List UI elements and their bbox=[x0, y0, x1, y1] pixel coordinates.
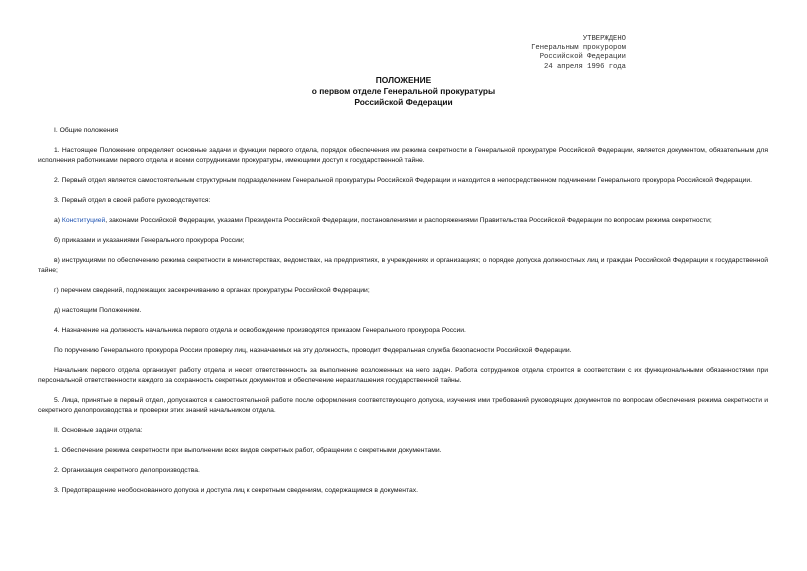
constitution-link[interactable]: Конституцией bbox=[61, 216, 106, 224]
document-title bbox=[0, 75, 807, 108]
paragraph-text: , законами Российской Федерации, указами Президента Российской Федерации, постановлениями и распоряжениями Правительства Российской Федерации по вопросам режима секретности; bbox=[105, 216, 712, 224]
paragraph: в) инструкциями по обеспечению режима секретности в министерствах, ведомствах, на предприятиях, в учреждениях и организациях; о порядке допуска должностных лиц и граждан Российской Федерации к государственной тайне; bbox=[38, 257, 768, 274]
paragraph: 1. Настоящее Положение определяет основные задачи и функции первого отдела, порядок обеспечения им режима секретности в Генеральной прокуратуре Российской Федерации, является документом, обязательным для исполнения работниками первого отдела и всеми сотрудниками прокуратуры, имеющими доступ к государственной тайне. bbox=[38, 147, 768, 164]
approval-date: 24 апреля 1996 года bbox=[544, 62, 626, 71]
paragraph: 1. Обеспечение режима секретности при выполнении всех видов секретных работ, обращении с секретными документами. bbox=[54, 446, 442, 454]
paragraph: 3. Предотвращение необоснованного допуска и доступа лиц к секретным сведениям, содержащимся в документах. bbox=[54, 486, 419, 494]
paragraph: 4. Назначение на должность начальника первого отдела и освобождение производятся приказом Генерального прокурора России. bbox=[54, 327, 466, 335]
title-line: о первом отделе Генеральной прокуратуры bbox=[311, 86, 496, 96]
document-body bbox=[38, 126, 768, 495]
approval-line: Российской Федерации bbox=[539, 53, 626, 62]
approval-line: УТВЕРЖДЕНО bbox=[582, 35, 626, 43]
paragraph: 3. Первый отдел в своей работе руководствуется: bbox=[54, 196, 211, 204]
paragraph: д) настоящим Положением. bbox=[54, 306, 142, 314]
list-marker: а) bbox=[54, 216, 62, 224]
title-line: ПОЛОЖЕНИЕ bbox=[375, 75, 432, 85]
paragraph: По поручению Генерального прокурора России проверку лиц, назначаемых на эту должность, проводит Федеральная служба безопасности Российской Федерации. bbox=[54, 347, 572, 355]
section-heading: I. Общие положения bbox=[54, 127, 119, 134]
approval-stamp bbox=[531, 35, 626, 72]
paragraph: 2. Первый отдел является самостоятельным структурным подразделением Генеральной прокуратуры Российской Федерации и находится в непосредственном подчинении Генерального прокурора Российской Федерации. bbox=[54, 176, 752, 184]
paragraph: 5. Лица, принятые в первый отдел, допускаются к самостоятельной работе после оформления соответствующего допуска, изучения ими требований руководящих документов по вопросам обеспечения режима секретности и секретного делопроизводства и проверки этих знаний начальником отдела. bbox=[38, 396, 768, 414]
paragraph: 2. Организация секретного делопроизводства. bbox=[54, 466, 200, 474]
paragraph bbox=[38, 216, 768, 226]
paragraph: г) перечнем сведений, подлежащих засекречиванию в органах прокуратуры Российской Федерации; bbox=[54, 286, 370, 294]
paragraph: Начальник первого отдела организует работу отдела и несет ответственность за выполнение возложенных на него задач. Работа сотрудников отдела строится в соответствии с их функциональными обязанностями при персональной ответственности каждого за сохранность секретных документов и обеспечение неразглашения государственной тайны. bbox=[38, 367, 768, 384]
title-line: Российской Федерации bbox=[354, 97, 453, 107]
paragraph: б) приказами и указаниями Генерального прокурора России; bbox=[54, 237, 245, 245]
section-heading: II. Основные задачи отдела: bbox=[54, 426, 143, 434]
approval-line: Генеральным прокурором bbox=[531, 44, 626, 53]
